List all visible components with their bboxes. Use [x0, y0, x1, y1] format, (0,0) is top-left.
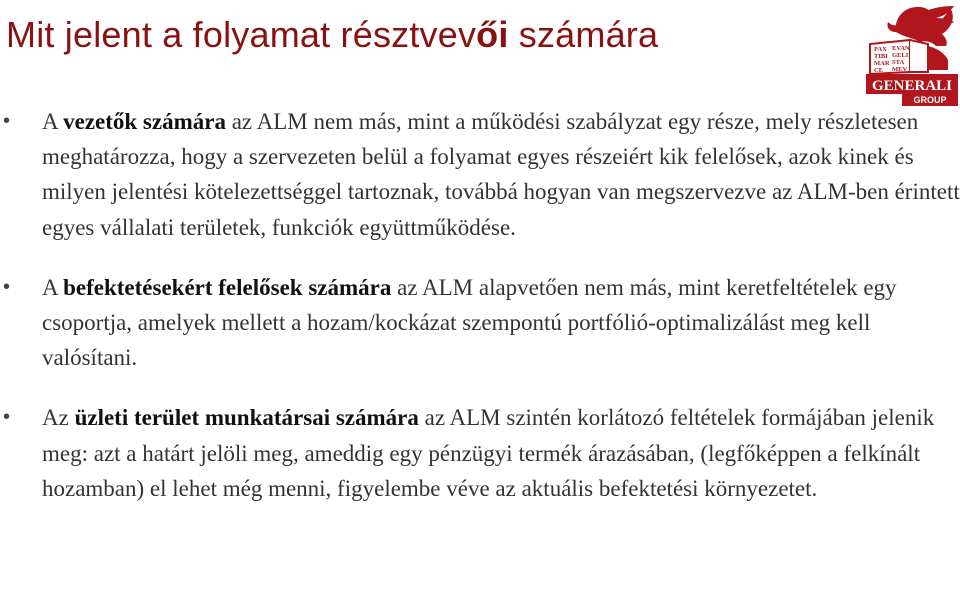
bullet-item-business — [0, 400, 960, 506]
book-left-line-1: PAX — [874, 46, 887, 53]
bullet-prefix: A — [42, 274, 64, 300]
title-suffix: számára — [508, 14, 659, 55]
bullet-text: az ALM alapvetően nem más, mint keretfeltételek egy csoportja, amelyek mellett a hozam/kockázat szempontú portfólió-optimalizálást meg kell valósítani. — [42, 274, 897, 371]
book-right-line-4: MEV — [892, 66, 908, 73]
generali-lion-logo — [866, 2, 958, 106]
bullet-text: az ALM nem más, mint a működési szabályzat egy része, mely részletesen meghatározza, hogy a szervezeten belül a folyamat egyes részeiért kik felelősek, azok kinek és milyen jelentési kötelezettséggel tartoznak, továbbá hogyan van megszervezve az ALM-ben érintett egyes vállalati területek, funkciók együttműködése. — [42, 109, 960, 240]
book-right-line-2: GELI — [892, 52, 909, 59]
bullet-prefix: Az — [42, 405, 75, 431]
bullet-prefix: A — [42, 109, 64, 134]
bullet-item-managers — [0, 104, 960, 245]
lion-body-icon — [928, 46, 948, 70]
logo-brand-text: GENERALI — [871, 78, 953, 94]
title-bold-part: ői — [476, 14, 509, 55]
slide-title — [6, 14, 658, 56]
title-prefix: Mit jelent a folyamat résztvev — [6, 14, 477, 55]
book-right-line-1: EVAN — [892, 45, 910, 52]
bullet-bold: vezetők számára — [63, 109, 226, 134]
book-left-line-2: TIBI — [874, 53, 888, 60]
book-left-line-3: MAR — [874, 60, 890, 67]
bullet-item-investments — [0, 270, 960, 376]
logo-group-text: GROUP — [913, 95, 947, 105]
bullet-bold: üzleti terület munkatársai számára — [74, 405, 419, 431]
bullet-bold: befektetésekért felelősek számára — [63, 274, 392, 300]
bullet-list — [0, 104, 960, 531]
book-left-line-4: CE — [874, 67, 884, 74]
bullet-text: az ALM szintén korlátozó feltételek formájában jelenik meg: azt a határt jelöli meg, ameddig egy pénzügyi termék árazásában, (legfőképpen a felkínált hozamban) el lehet még menni, figyelembe véve az aktuális befektetési környezetet. — [42, 405, 935, 501]
book-right-line-3: STA — [892, 59, 905, 66]
